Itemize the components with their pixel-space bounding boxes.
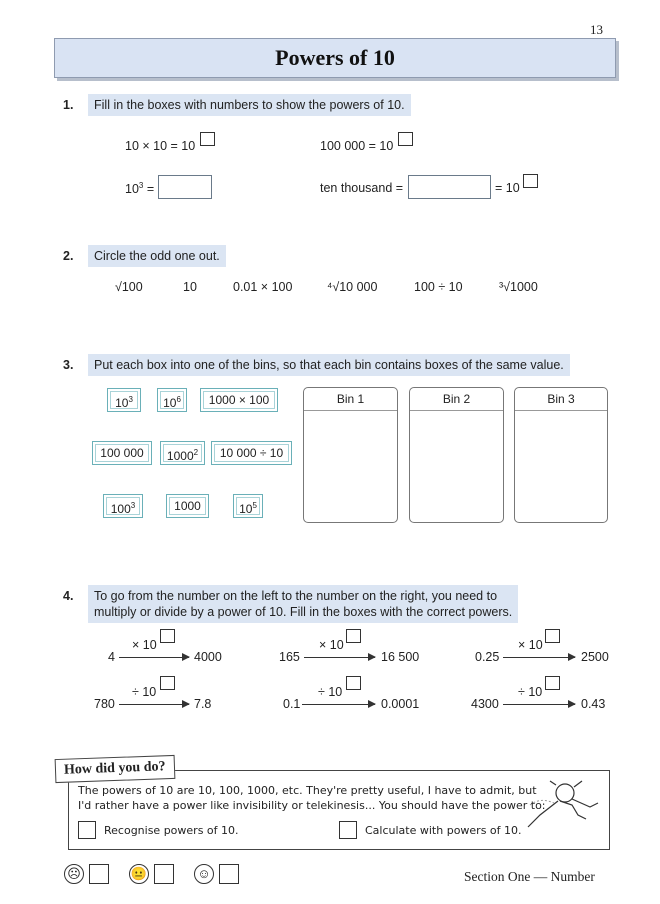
q1-a-expression: 10 × 10 = 10 xyxy=(125,139,196,153)
q2-option-1[interactable]: √100 xyxy=(115,280,143,294)
how-did-you-do-tag: How did you do? xyxy=(55,755,175,783)
q2-option-2[interactable]: 10 xyxy=(183,280,197,294)
q1-b-expression: 100 000 = 10 xyxy=(320,139,394,153)
q1-c-base: 10 xyxy=(125,182,139,197)
q2-option-3[interactable]: 0.01 × 100 xyxy=(233,280,293,294)
title-banner xyxy=(54,38,616,78)
neutral-face-icon: 😐 xyxy=(129,864,149,884)
q2-option-4[interactable]: ⁴√10 000 xyxy=(327,280,378,294)
rating-box-happy[interactable] xyxy=(219,864,239,884)
question-4-prompt xyxy=(88,585,518,623)
value-box[interactable]: 10 000 ÷ 10 xyxy=(211,441,292,465)
q4-row-3-right: 2500 xyxy=(581,650,609,664)
q1-b-answer-box[interactable] xyxy=(398,132,413,146)
q1-c-equals: = xyxy=(143,182,155,197)
value-box[interactable] xyxy=(233,494,263,518)
q4-row-2-operator: × 10 xyxy=(319,638,344,652)
q4-row-2-left: 165 xyxy=(279,650,300,664)
bin-2[interactable] xyxy=(409,387,504,523)
arrow-icon xyxy=(304,657,375,658)
q4-row-3-answer-box[interactable] xyxy=(545,629,560,643)
bin-3-label: Bin 3 xyxy=(515,388,607,411)
question-1-prompt: Fill in the boxes with numbers to show the powers of 10. xyxy=(88,94,411,116)
happy-face-icon: ☺ xyxy=(194,864,214,884)
value-box-exponent: 6 xyxy=(176,395,181,404)
q1-d-expression: ten thousand = xyxy=(320,181,404,195)
question-2-number: 2. xyxy=(63,249,74,263)
value-box[interactable] xyxy=(103,494,143,518)
rating-box-neutral[interactable] xyxy=(154,864,174,884)
q1-c-expression xyxy=(125,181,154,196)
q4-row-3-operator: × 10 xyxy=(518,638,543,652)
q2-option-5[interactable]: 100 ÷ 10 xyxy=(414,280,463,294)
page-title: Powers of 10 xyxy=(275,45,395,70)
bin-3[interactable] xyxy=(514,387,608,523)
q4-row-5-right: 0.0001 xyxy=(381,697,420,711)
arrow-icon xyxy=(503,657,575,658)
value-box[interactable] xyxy=(157,388,187,412)
hdyd-text-line-2: I'd rather have a power like invisibility or telekinesis... You should have the power to: xyxy=(78,799,546,812)
page-number: 13 xyxy=(590,22,603,37)
bin-2-label: Bin 2 xyxy=(410,388,503,411)
value-box-base: 10 xyxy=(239,502,253,516)
q4-row-4-operator: ÷ 10 xyxy=(132,685,157,699)
checkbox-recognise-powers[interactable] xyxy=(78,821,96,839)
check-label-recognise: Recognise powers of 10. xyxy=(104,824,239,837)
q4-prompt-line-1: To go from the number on the left to the number on the right, you need to xyxy=(94,589,498,603)
q4-row-5-left: 0.1 xyxy=(283,697,301,711)
question-3-number: 3. xyxy=(63,358,74,372)
q4-row-1-answer-box[interactable] xyxy=(160,629,175,643)
q4-row-1-right: 4000 xyxy=(194,650,222,664)
q4-prompt-line-2: multiply or divide by a power of 10. Fill in the boxes with the correct powers. xyxy=(94,605,513,619)
question-4-number: 4. xyxy=(63,589,74,603)
value-box-exponent: 2 xyxy=(193,448,199,457)
hdyd-text-line-1: The powers of 10 are 10, 100, 1000, etc. They're pretty useful, I have to admit, but xyxy=(78,784,537,797)
question-3-prompt: Put each box into one of the bins, so that each bin contains boxes of the same value. xyxy=(88,354,570,376)
checkbox-calculate-powers[interactable] xyxy=(339,821,357,839)
bin-1[interactable] xyxy=(303,387,398,523)
value-box[interactable]: 100 000 xyxy=(92,441,152,465)
bin-1-label: Bin 1 xyxy=(304,388,397,411)
rating-box-sad[interactable] xyxy=(89,864,109,884)
value-box[interactable]: 1000 xyxy=(166,494,209,518)
sad-face-icon: ☹ xyxy=(64,864,84,884)
q1-a-answer-box[interactable] xyxy=(200,132,215,146)
value-box-base: 100 xyxy=(110,502,131,516)
question-1-number: 1. xyxy=(63,98,74,112)
value-box-base: 1000 xyxy=(166,449,194,463)
value-box-base: 10 xyxy=(115,396,129,410)
arrow-icon xyxy=(503,704,575,705)
q1-c-answer-box[interactable] xyxy=(158,175,212,199)
q4-row-4-left: 780 xyxy=(94,697,115,711)
q1-c-exponent: 3 xyxy=(138,181,144,190)
q4-row-6-operator: ÷ 10 xyxy=(518,685,543,699)
q1-d-answer-box[interactable] xyxy=(523,174,538,188)
q2-option-6[interactable]: ³√1000 xyxy=(499,280,538,294)
value-box-base: 10 xyxy=(163,396,177,410)
question-2-prompt: Circle the odd one out. xyxy=(88,245,226,267)
q4-row-4-right: 7.8 xyxy=(194,697,212,711)
value-box-exponent: 5 xyxy=(252,501,257,510)
q4-row-6-answer-box[interactable] xyxy=(545,676,560,690)
arrow-icon xyxy=(302,704,375,705)
arrow-icon xyxy=(119,657,189,658)
q4-row-5-answer-box[interactable] xyxy=(346,676,361,690)
value-box[interactable] xyxy=(160,441,205,465)
value-box-exponent: 3 xyxy=(130,501,136,510)
footer-section: Section One — Number xyxy=(464,869,595,884)
q4-row-6-left: 4300 xyxy=(471,697,499,711)
q4-row-2-right: 16 500 xyxy=(381,650,420,664)
q4-row-2-answer-box[interactable] xyxy=(346,629,361,643)
q1-d-power-label: = 10 xyxy=(495,181,520,195)
check-label-calculate: Calculate with powers of 10. xyxy=(365,824,522,837)
q1-d-number-box[interactable] xyxy=(408,175,491,199)
q4-row-6-right: 0.43 xyxy=(581,697,606,711)
q4-row-1-operator: × 10 xyxy=(132,638,157,652)
q4-row-1-left: 4 xyxy=(108,650,115,664)
q4-row-5-operator: ÷ 10 xyxy=(318,685,343,699)
arrow-icon xyxy=(119,704,189,705)
flying-character-icon xyxy=(520,775,602,835)
value-box[interactable] xyxy=(107,388,141,412)
value-box[interactable]: 1000 × 100 xyxy=(200,388,278,412)
value-box-exponent: 3 xyxy=(128,395,133,404)
q4-row-3-left: 0.25 xyxy=(475,650,500,664)
q4-row-4-answer-box[interactable] xyxy=(160,676,175,690)
